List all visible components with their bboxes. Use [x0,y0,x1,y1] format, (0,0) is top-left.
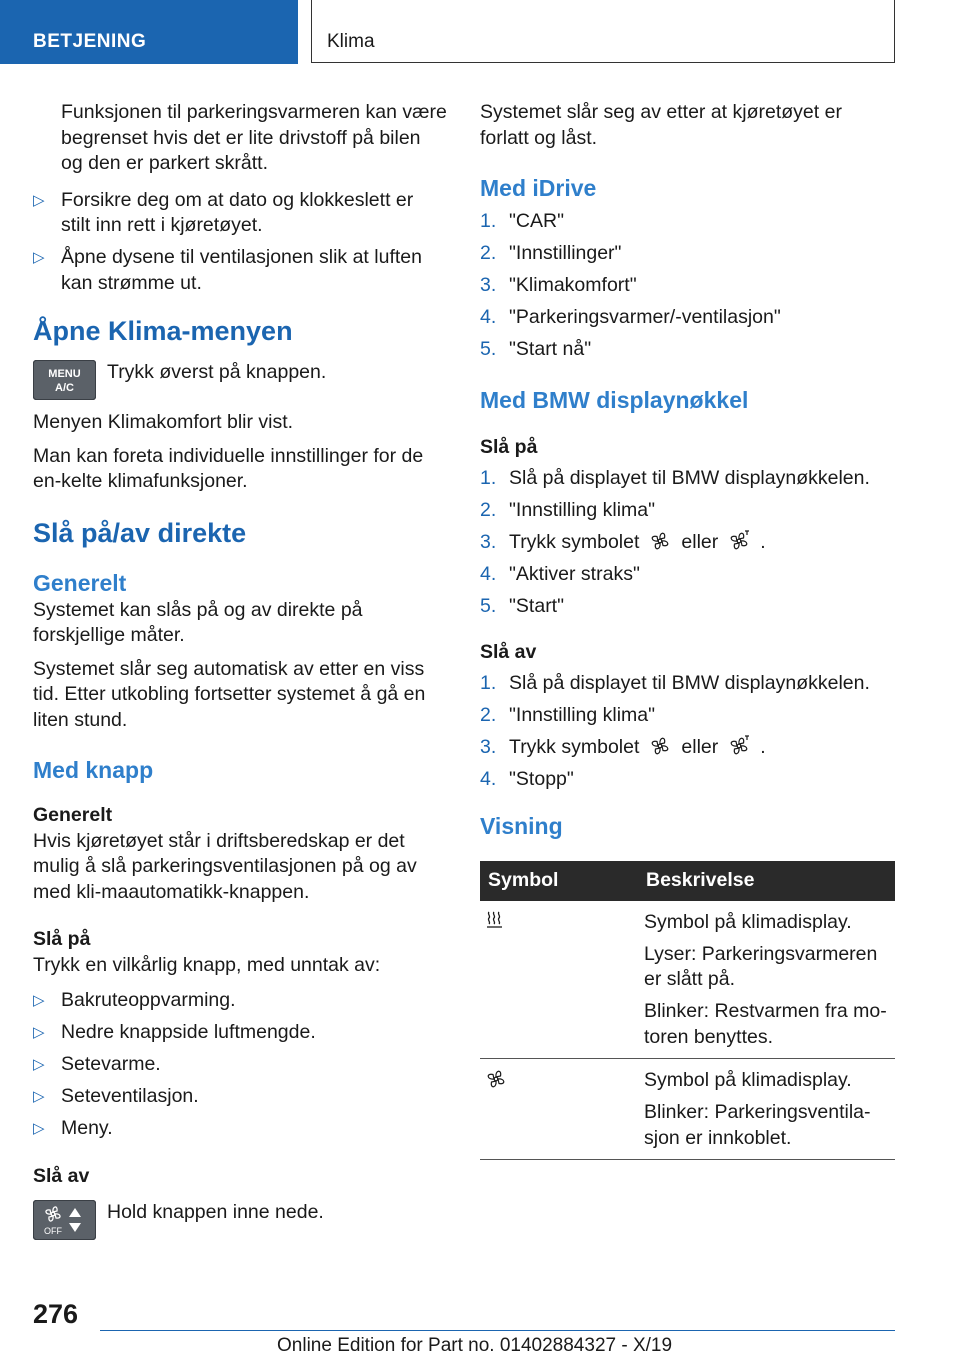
heading-general: Generelt [33,569,127,596]
general-text-2: Systemet slår seg automatisk av etter en viss tid. Etter utkobling fortsetter systemet å gå en liten stund. [33,657,426,731]
heading-with-button: Med knapp [33,757,154,783]
row-2-line-2: Blinker: Parkeringsventila-sjon er innkoblet. [644,1101,871,1149]
list-item: ▷ Forsikre deg om at dato og klokkeslett er stilt inn rett i kjøretøyet. [33,188,447,239]
heading-key-off: Slå av [480,640,537,663]
fan-icon [649,735,671,757]
heading-open-climate-menu: Åpne Klima-menyen [33,316,293,346]
left-column [33,100,447,1250]
menu-settings-text: Man kan foreta individuelle innstillinger for de en-kelte klimafunksjoner. [33,444,424,492]
fan-off-button-icon [33,1200,96,1240]
heading-idrive: Med iDrive [480,175,597,201]
list-item: 1. Slå på displayet til BMW displaynøkkelen. [480,467,870,489]
table-row [480,1059,895,1160]
section-title: BETJENING [33,31,147,52]
list-item: 1. Slå på displayet til BMW displaynøkkelen. [480,672,870,694]
auto-off-text: Systemet slår seg av etter at kjøretøyet er forlatt og låst. [480,101,842,149]
key-on-steps [480,466,895,620]
list-item: 4. "Aktiver straks" [480,563,640,585]
list-item: 2. "Innstillinger" [480,242,622,264]
column-header-symbol: Symbol [480,861,638,901]
row-2-line-1: Symbol på klimadisplay. [644,1069,852,1091]
list-item: 4. "Stopp" [480,768,574,790]
fan-icon [485,1068,507,1090]
footer-divider [100,1330,895,1331]
heading-display-key: Med BMW displaynøkkel [480,386,749,413]
list-item: 2. "Innstilling klima" [480,499,656,521]
heading-display: Visning [480,812,563,839]
off-instruction: Hold knappen inne nede. [107,1201,324,1223]
list-item: 1. "CAR" [480,210,565,232]
idrive-steps [480,209,895,363]
menu-shown-text: Menyen Klimakomfort blir vist. [33,411,294,433]
list-item: 5. "Start nå" [480,338,592,360]
table-row [480,901,895,1059]
list-item: ▷ Åpne dysene til ventilasjonen slik at luften kan strømme ut. [33,245,447,296]
heading-switch-off: Slå av [33,1164,90,1187]
preparation-list [33,188,447,297]
ac-button-label: A/C [55,382,74,394]
intro-paragraph: Funksjonen til parkeringsvarmeren kan være begrenset hvis det er lite drivstoff på bilen og den er parkert skrått. [61,101,447,174]
heading-key-on: Slå på [480,435,538,458]
row-1-line-2: Lyser: Parkeringsvarmeren er slått på. [644,942,878,990]
list-item: 4. "Parkeringsvarmer/-ventilasjon" [480,306,781,328]
off-label: OFF [44,1226,62,1236]
list-item: 3. "Klimakomfort" [480,274,637,296]
table-header-row [480,861,895,901]
chapter-tab [311,0,895,63]
heading-direct-on-off: Slå på/av direkte [33,517,247,548]
menu-button-row [33,360,447,400]
heading-switch-on: Slå på [33,928,91,950]
list-item: 5. "Start" [480,595,565,617]
chapter-title: Klima [327,31,375,52]
menu-button-label: MENU [48,368,81,380]
general-text-1: Systemet kan slås på og av direkte på forskjellige måter. [33,598,363,646]
list-item: 3. Trykk symbolet eller . [480,531,766,553]
page-number: 276 [33,1299,79,1329]
switch-on-text: Trykk en vilkårlig knapp, med unntak av: [33,953,381,976]
row-1-line-3: Blinker: Restvarmen fra mo-toren benyttes. [644,1000,887,1048]
open-menu-instruction: Trykk øverst på knappen. [107,361,327,383]
key-off-steps [480,671,895,793]
row-1-line-1: Symbol på klimadisplay. [644,910,852,933]
right-column [480,100,895,1160]
list-item: ▷ Bakruteoppvarming. [33,988,447,1014]
heading-button-general: Generelt [33,804,113,826]
button-general-text: Hvis kjøretøyet står i driftsberedskap er det mulig å slå parkeringsventilasjonen på og av med kli-maautomatikk-knappen. [33,829,417,903]
section-tab [0,0,298,64]
list-item: ▷ Meny. [33,1116,447,1142]
fan-icon [649,530,671,552]
column-header-description: Beskrivelse [638,861,895,901]
off-button-row [33,1200,447,1240]
list-item: 2. "Innstilling klima" [480,704,656,726]
heater-icon [485,910,507,932]
list-item: ▷ Seteventilasjon. [33,1084,447,1110]
list-item: ▷ Setevarme. [33,1052,447,1078]
exception-list [33,988,447,1142]
list-item: ▷ Nedre knappside luftmengde. [33,1020,447,1046]
fan-auto-icon [728,530,750,552]
symbol-table [480,861,895,1161]
edition-text: Online Edition for Part no. 01402884327 - X/19 [277,1335,673,1356]
list-item: 3. Trykk symbolet eller . [480,736,766,758]
fan-auto-icon [728,735,750,757]
menu-ac-button-icon [33,360,96,400]
